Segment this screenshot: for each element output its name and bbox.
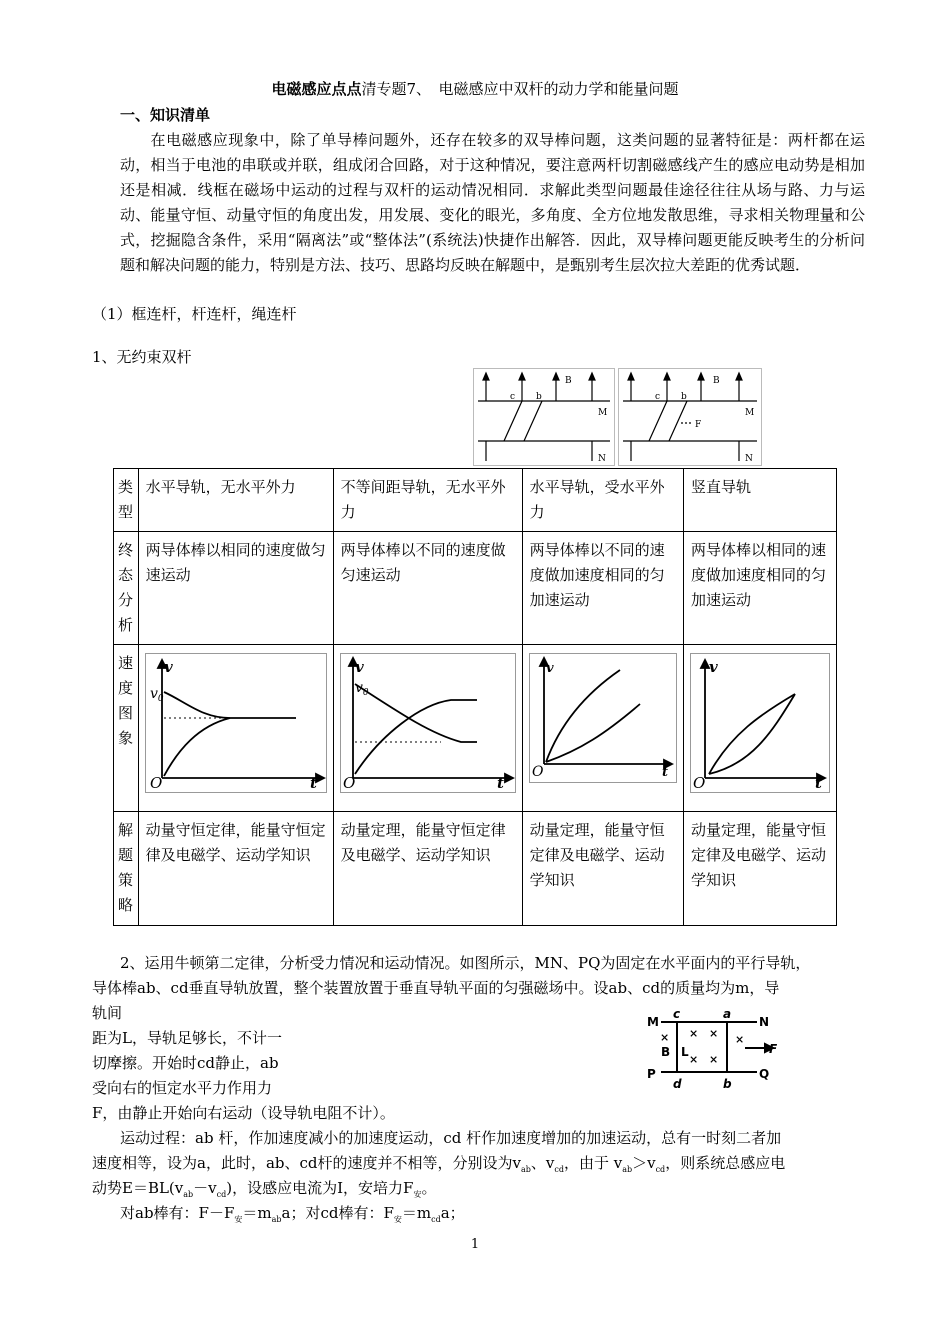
label-N: N (745, 454, 753, 464)
point2-line2: 导体棒ab、cd垂直导轨放置，整个装置放置于垂直导轨平面的匀强磁场中。设ab、cd的质量均为m，导 (92, 979, 780, 997)
label-Q: Q (759, 1067, 770, 1081)
axis-v0: $v_0$ (354, 680, 369, 698)
equations-line: 对ab棒有：$F-F_安=m_{ab}a$；对cd棒有：$F_安=m_{cd}a$； (120, 1204, 465, 1224)
classification-table (113, 468, 837, 926)
label-B: B (661, 1045, 671, 1059)
axis-origin: O (342, 774, 355, 792)
velocity-graph-1 (145, 653, 327, 793)
label-L: L (681, 1045, 689, 1059)
intro-paragraph (120, 128, 865, 278)
label-a: a (723, 1008, 732, 1021)
table-cell: 两导体棒以不同的速度做匀速运动 (333, 532, 522, 645)
section-heading: 一、知识清单 (120, 106, 211, 124)
table-cell: 动量守恒定律，能量守恒定律及电磁学、运动学知识 (138, 812, 333, 926)
point2-line6: 受向右的恒定水平力作用力 (92, 1079, 273, 1097)
label-c: c (510, 392, 516, 402)
page-number: 1 (470, 1237, 480, 1252)
rails-figure-1 (473, 368, 615, 466)
field-mark: × (735, 1033, 745, 1046)
velocity-graph-2 (340, 653, 516, 793)
table-row-final-state (114, 532, 837, 645)
label-b: b (681, 392, 687, 402)
point2-line4: 距为L，导轨足够长，不计一 (92, 1029, 282, 1047)
table-cell: 两导体棒以相同的速度做加速度相同的匀加速运动 (684, 532, 837, 645)
graph-cell (138, 645, 333, 812)
point2-line3: 轨间 (92, 1004, 123, 1022)
axis-v: v (545, 661, 554, 676)
graph-cell (522, 645, 683, 812)
label-M: M (598, 408, 608, 418)
field-mark: × (709, 1053, 719, 1066)
point2-line7: F，由静止开始向右运动（设导轨电阻不计）。 (92, 1104, 395, 1122)
table-cell: 动量定理，能量守恒定律及电磁学、运动学知识 (522, 812, 683, 926)
table-row-strategy (114, 812, 837, 926)
axis-v0: $v_0$ (149, 686, 164, 704)
label-N: N (598, 454, 606, 464)
axis-t: t (496, 774, 504, 792)
label-F: F (695, 420, 702, 430)
axis-v: v (163, 658, 173, 676)
row-header-final-state: 终态分析 (114, 532, 139, 645)
axis-t: t (309, 774, 317, 792)
point2-line5: 切摩擦。开始时cd静止，ab (92, 1054, 279, 1072)
label-P: P (647, 1067, 656, 1081)
label-b: b (723, 1077, 732, 1090)
axis-t: t (815, 774, 822, 792)
label-b: b (536, 392, 542, 402)
table-cell: 水平导轨，无水平外力 (138, 469, 333, 532)
intro-text: 在电磁感应现象中，除了单导棒问题外，还存在较多的双导棒问题，这类问题的显著特征是：两杆都在运动，相当于电池的串联或并联，组成闭合回路，对于这种情况，要注意两杆切割磁感线产生的感应电动势是相加还是相减．线框在磁场中运动的过程与双杆的运动情况相同．求解此类型问题最佳途径往往从场与路、力与运动、能量守恒、动量守恒的角度出发，用发展、变化的眼光，多角度、全方位地发散思维，寻求相关物理量和公式，挖掘隐含条件，采用“隔离法”或“整体法”(系统法)快捷作出解答．因此，双导棒问题更能反映考生的分析问题和解决问题的能力，特别是方法、技巧、思路均反映在解题中，是甄别考生层次拉大差距的优秀试题． (120, 131, 865, 274)
label-B: B (713, 376, 720, 386)
table-cell: 竖直导轨 (684, 469, 837, 532)
row-header-strategy: 解题策略 (114, 812, 139, 926)
axis-v: v (354, 658, 364, 676)
table-cell: 两导体棒以不同的速度做加速度相同的匀加速运动 (522, 532, 683, 645)
table-row-graphs (114, 645, 837, 812)
label-M: M (745, 408, 755, 418)
axis-origin: O (531, 764, 544, 780)
label-d: d (673, 1077, 682, 1090)
label-M: M (647, 1015, 659, 1029)
label-c: c (673, 1008, 681, 1021)
row-header-graphs: 速度图象 (114, 645, 139, 812)
field-mark: × (660, 1031, 670, 1044)
rails-figure-2 (618, 368, 762, 466)
field-mark: × (709, 1027, 719, 1040)
title-bold: 电磁感应点点 (271, 80, 362, 98)
process-line3: 动势$E=BL(v_{ab}-v_{cd})$，设感应电流为I，安培力$F_安$。 (92, 1179, 437, 1199)
subheading-1: （1）框连杆，杆连杆，绳连杆 (92, 305, 297, 323)
velocity-graph-3 (529, 653, 677, 783)
process-line1: 运动过程：ab 杆，作加速度减小的加速度运动，cd 杆作加速度增加的加速运动，总有一时刻二者加 (120, 1129, 782, 1147)
label-N: N (759, 1015, 770, 1029)
label-F: F (769, 1042, 778, 1056)
row-header-type: 类型 (114, 469, 139, 532)
table-row-type (114, 469, 837, 532)
axis-origin: O (149, 774, 162, 792)
axis-t: t (661, 765, 668, 780)
table-cell: 水平导轨，受水平外力 (522, 469, 683, 532)
field-mark: × (689, 1053, 699, 1066)
table-cell: 动量定理，能量守恒定律及电磁学、运动学知识 (333, 812, 522, 926)
label-c: c (655, 392, 661, 402)
axis-v: v (709, 658, 718, 676)
table-cell: 动量定理，能量守恒定律及电磁学、运动学知识 (684, 812, 837, 926)
velocity-graph-4 (690, 653, 830, 793)
label-B: B (565, 376, 572, 386)
title-rest: 清专题7、 电磁感应中双杆的动力学和能量问题 (361, 80, 679, 98)
table-cell: 不等间距导轨，无水平外力 (333, 469, 522, 532)
page-title (0, 78, 950, 99)
graph-cell (684, 645, 837, 812)
graph-cell (333, 645, 522, 812)
point2-line1: 2、运用牛顿第二定律，分析受力情况和运动情况。如图所示，MN、PQ为固定在水平面内的平行导轨， (120, 954, 811, 972)
circuit-figure (645, 1008, 785, 1090)
axis-origin: O (693, 774, 706, 792)
subheading-2: 1、无约束双杆 (92, 348, 192, 366)
process-line2: 速度相等，设为a，此时，ab、cd杆的速度并不相等，分别设为$v_{ab}$、$v_{cd}$，由于 $v_{ab}>v_{cd}$，则系统总感应电 (92, 1154, 786, 1174)
field-mark: × (689, 1027, 699, 1040)
table-cell: 两导体棒以相同的速度做匀速运动 (138, 532, 333, 645)
